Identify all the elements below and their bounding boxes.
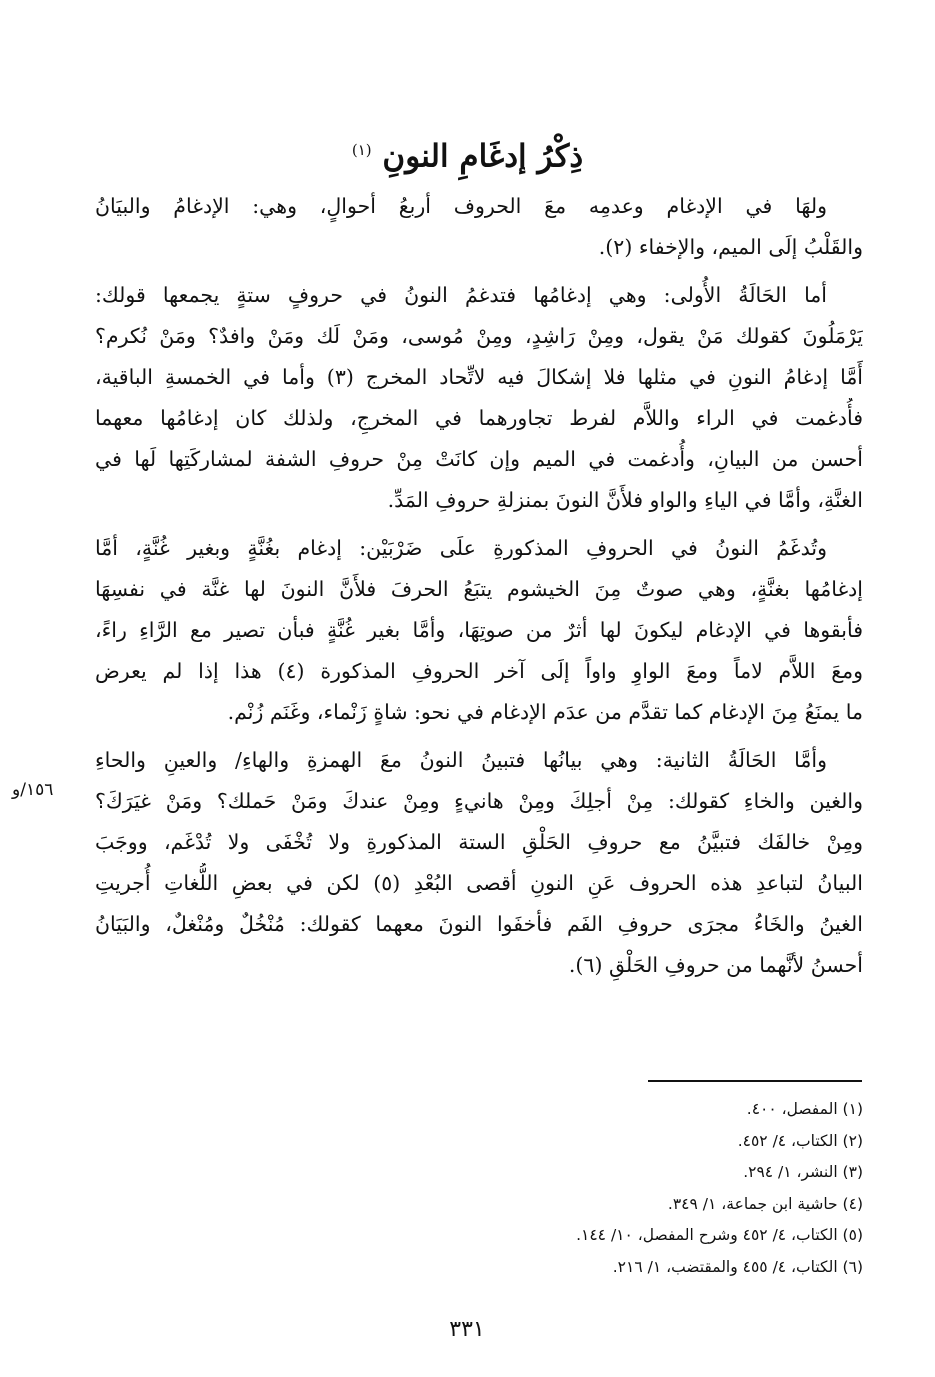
text-line: وتُدغَمُ النونُ في الحروفِ المذكورةِ علَى ضَرْبَيْن: إدغام بغُنَّةٍ وبغير غُنَّةٍ، أمَّا [95, 536, 827, 560]
text-line: فأبقوها في الإدغام ليكونَ لها أثرٌ من صوتِهَا، وأمَّا بغير غُنَّةٍ فبأن تصير مع الرَّاءِ راءً، [95, 618, 863, 642]
text-line: ومعَ اللاَّم لاماً ومعَ الواوِ واواً إلَى آخر الحروفِ المذكورة (٤) هذا إذا لم يعرض [95, 659, 863, 683]
footnote: (٢) الكتاب، ٤/ ٤٥٢. [737, 1131, 863, 1150]
main-text [95, 186, 863, 986]
paragraph [95, 528, 863, 733]
footnote: (٦) الكتاب، ٤/ ٤٥٥ والمقتضب، ١/ ٢١٦. [612, 1257, 863, 1276]
footnote: (١) المفصل، ٤٠٠. [746, 1100, 863, 1118]
heading-title: ذِكْرُ إدغَامِ النونِ [382, 138, 584, 175]
text-line: أحسن من البيانِ، وأُدغمت في الميم وإن كانَتْ مِنْ حروفِ الشفة لمشاركَتِها لَها في [95, 447, 863, 471]
text-line: وأمَّا الحَالَةُ الثانية: وهي بيانُها فتبينُ النونُ معَ الهمزةِ والهاءِ/ والعينِ والحاءِ [95, 748, 827, 772]
margin-folio-reference: ١٥٦/و [12, 780, 54, 800]
text-line: ما يمنَعُ مِنَ الإدغام كما تقدَّم من عدَم الإدغام في نحو: شاةٍ زَنْماء، وغَنَم زُنْم. [227, 700, 863, 724]
footnote: (٤) حاشية ابن جماعة، ١/ ٣٤٩. [667, 1194, 863, 1213]
paragraph [95, 275, 863, 521]
text-line: والقَلْبُ إلَى الميم، والإخفاء (٢). [598, 235, 863, 259]
text-line: البيانُ لتباعدِ هذه الحروف عَنِ النونِ أقصى البُعْدِ (٥) لكن في بعضِ اللُّغاتِ أُجريتِ [95, 871, 863, 895]
text-line: ولهَا في الإدغام وعدمِه معَ الحروف أربعُ أحوالٍ، وهي: الإدغامُ والبيَانُ [95, 194, 827, 218]
footnote-separator [648, 1080, 862, 1082]
paragraph [95, 740, 863, 986]
footnotes [480, 1094, 863, 1283]
page-number: ٣٣١ [449, 1317, 485, 1342]
text-line: الغنَّةِ، وأمَّا في الياءِ والواو فلأَنَّ النونَ بمنزلةِ حروفِ المَدِّ. [387, 488, 863, 512]
text-line: أما الحَالَةُ الأُولى: وهي إدغامُها فتدغمُ النونُ في حروفٍ ستةٍ يجمعها قولك: [95, 283, 827, 307]
chapter-heading [100, 128, 835, 178]
text-line: يَرْمَلُونَ كقولك مَنْ يقول، ومِنْ رَاشِدٍ، ومِنْ مُوسى، ومَنْ لَك ومَنْ وافدٌ؟ ومَنْ نُكرم؟ [95, 324, 863, 348]
paragraph [95, 186, 863, 268]
text-line: فأُدغمت في الراء واللاَّم لفرط تجاورهما في المخرجِ، ولذلك كان إدغامُها معهما [95, 406, 863, 430]
footnote: (٥) الكتاب، ٤/ ٤٥٢ وشرح المفصل، ١٠/ ١٤٤. [576, 1226, 863, 1244]
heading-footnote-mark: (١) [351, 141, 372, 159]
text-line: إدغامُها بغنَّةٍ، وهي صوتٌ مِنَ الخيشوم يتبَعُ الحرفَ فلأَنَّ النونَ لها غنَّة في نفسِهَا [95, 577, 863, 601]
text-line: أحسنُ لأنَّهما من حروفِ الحَلْقِ (٦). [568, 953, 863, 977]
text-line: أَمَّا إدغامُ النونِ في مثلها فلا إشكالَ فيه لاتِّحاد المخرج (٣) وأما في الخمسةِ الباقية، [95, 365, 863, 389]
footnote: (٣) النشر، ١/ ٢٩٤. [743, 1163, 863, 1181]
text-line: والغين والخاءِ كقولك: مِنْ أجلِكَ ومِنْ هانيءٍ ومِنْ عندكَ ومَنْ حَملك؟ ومَنْ غيَرَكَ؟ [95, 789, 863, 813]
text-line: ومِنْ خالفَك فتبيَّنُ مع حروفِ الحَلْقِ الستة المذكورةِ ولا تُخْفَى ولا تُدْغَم، ووجَبَ [95, 830, 863, 854]
text-line: الغينُ والخَاءُ مجرَى حروفِ الفَم فأخفَوا النونَ معهما كقولك: مُنْخُلٌ ومُنْغلٌ، والبَيَانُ [95, 912, 863, 936]
